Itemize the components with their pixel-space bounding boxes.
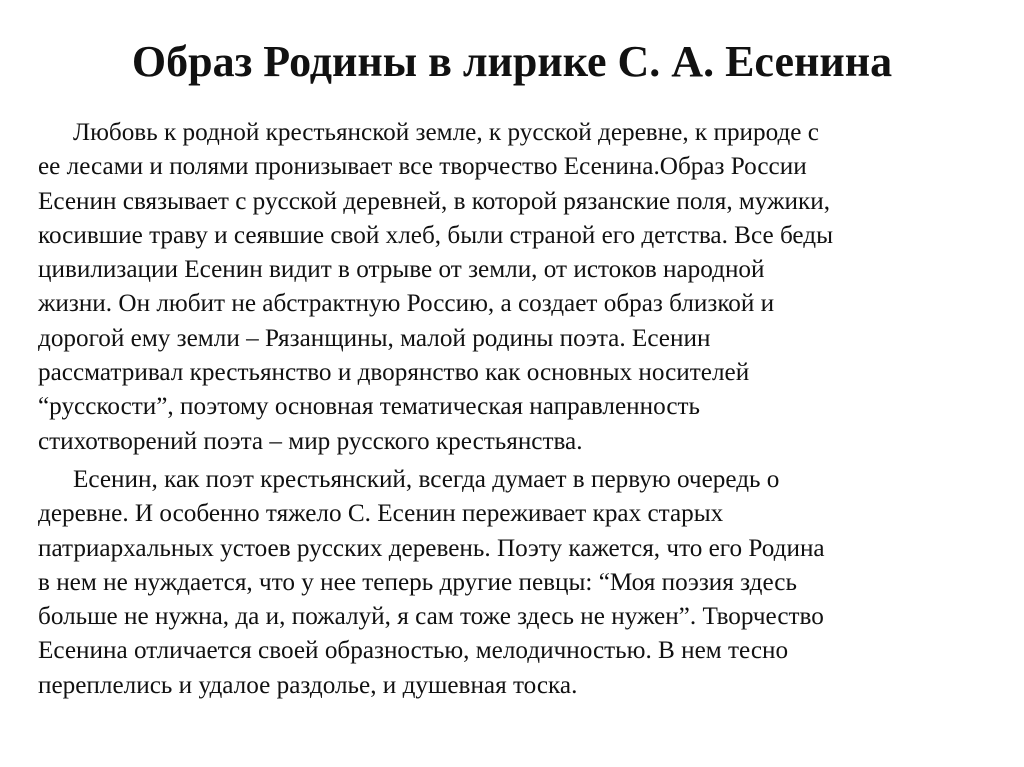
text-line: Любовь к родной крестьянской земле, к русской деревне, к природе с	[73, 119, 819, 146]
text-line: ее лесами и полями пронизывает все творчество Есенина.Образ России	[38, 153, 807, 181]
text-line: Есенина отличается своей образностью, мелодичностью. В нем тесно	[38, 637, 789, 665]
text-line: патриархальных устоев русских деревень. Поэту кажется, что его Родина	[38, 534, 825, 562]
text-line: Есенин, как поэт крестьянский, всегда думает в первую очередь о	[73, 465, 780, 493]
body-text	[38, 116, 938, 703]
text-line: рассматривал крестьянство и дворянство как основных носителей	[38, 359, 750, 387]
paragraph-1	[38, 116, 938, 459]
text-line: жизни. Он любит не абстрактную Россию, а создает образ близкой и	[38, 290, 775, 318]
text-line: цивилизации Есенин видит в отрыве от земли, от истоков народной	[38, 256, 765, 284]
text-line: стихотворений поэта – мир русского крестьянства.	[38, 427, 583, 455]
text-line: в нем не нуждается, что у нее теперь другие певцы: “Моя поэзия здесь	[38, 568, 797, 596]
text-line: деревне. И особенно тяжело С. Есенин переживает крах старых	[38, 500, 724, 528]
paragraph-2	[38, 463, 938, 703]
text-line: дорогой ему земли – Рязанщины, малой родины поэта. Есенин	[38, 324, 711, 352]
text-line: переплелись и удалое раздолье, и душевная тоска.	[38, 671, 578, 699]
page-title: Образ Родины в лирике С. А. Есенина	[131, 37, 893, 86]
text-line: Есенин связывает с русской деревней, в которой рязанские поля, мужики,	[38, 187, 831, 215]
text-line: косившие траву и сеявшие свой хлеб, были страной его детства. Все беды	[38, 221, 834, 249]
text-line: “русскости”, поэтому основная тематическая направленность	[38, 393, 701, 421]
text-line: больше не нужна, да и, пожалуй, я сам тоже здесь не нужен”. Творчество	[38, 603, 824, 631]
